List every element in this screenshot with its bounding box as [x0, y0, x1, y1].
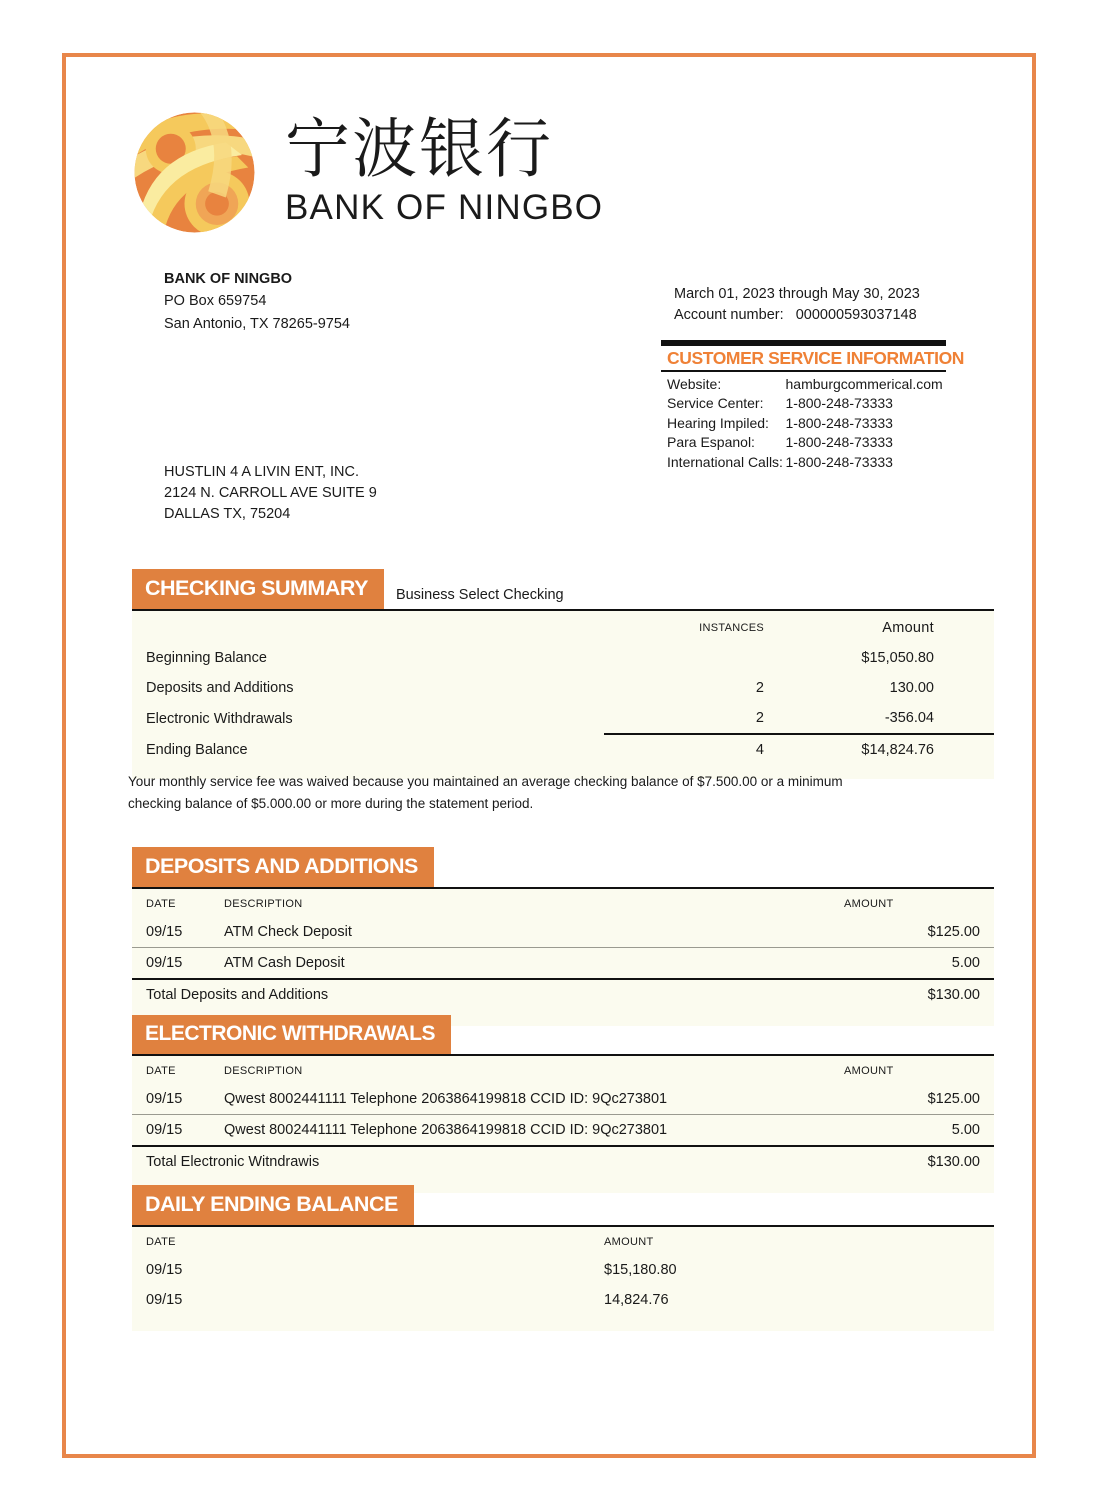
table-row — [132, 734, 994, 765]
table-row — [132, 1084, 994, 1115]
bank-address-name: BANK OF NINGBO — [164, 271, 293, 287]
summary-amount-ending-balance: $14,824.76 — [804, 734, 994, 765]
withdrawals-title: ELECTRONIC WITHDRAWALS — [132, 1015, 451, 1054]
csi-value-para-espanol: 1-800-248-73333 — [785, 434, 893, 451]
csi-row — [661, 414, 946, 433]
daily-ending-balance-title: DAILY ENDING BALANCE — [132, 1185, 414, 1225]
logo-chinese-name: 宁波银行 — [285, 112, 554, 187]
deposit-description-2: ATM Cash Deposit — [224, 955, 345, 971]
deb-head-row — [132, 1227, 994, 1255]
deposits-total-amount: $130.00 — [844, 979, 994, 1010]
withdrawal-date-2: 09/15 — [146, 1122, 183, 1138]
deposits-header — [132, 847, 994, 889]
table-row — [132, 1285, 994, 1315]
withdrawal-date-1: 09/15 — [132, 1084, 224, 1115]
csi-value-service-center: 1-800-248-73333 — [785, 395, 893, 412]
daily-ending-balance-section — [132, 1185, 994, 1331]
daily-ending-balance-header — [132, 1185, 994, 1227]
withdrawal-amount-1: $125.00 — [844, 1084, 994, 1115]
deb-amount-1: $15,180.80 — [604, 1262, 677, 1278]
table-row — [132, 673, 994, 703]
csi-label-para-espanol: Para Espanol: — [667, 434, 755, 451]
checking-summary-head-blank — [132, 611, 604, 643]
withdrawals-head-row — [132, 1056, 994, 1084]
summary-label-deposits-additions: Deposits and Additions — [146, 680, 294, 696]
summary-amount-beginning-balance: $15,050.80 — [861, 650, 934, 666]
csi-row — [661, 375, 946, 394]
table-row — [132, 703, 994, 734]
table-row — [132, 1255, 994, 1285]
deb-date-2: 09/15 — [146, 1292, 183, 1308]
account-number-value: 000000593037148 — [795, 306, 917, 323]
withdrawals-total-label: Total Electronic Witndrawis — [132, 1146, 844, 1177]
statement-period-block — [674, 284, 920, 325]
table-spacer — [132, 1315, 994, 1331]
withdrawal-description-2: Qwest 8002441111 Telephone 2063864199818 CCID ID: 9Qc273801 — [224, 1122, 668, 1138]
deposits-table — [132, 889, 994, 1026]
table-row — [132, 948, 994, 980]
csi-mid-rule — [661, 370, 946, 372]
deb-head-date: DATE — [146, 1236, 176, 1248]
csi-row — [661, 433, 946, 452]
summary-instances-deposits-additions: 2 — [755, 680, 764, 696]
csi-row — [661, 453, 946, 472]
withdrawal-amount-2: 5.00 — [951, 1122, 980, 1138]
bank-logo-icon — [132, 110, 257, 235]
summary-label-ending-balance: Ending Balance — [146, 741, 248, 758]
withdrawal-description-1: Qwest 8002441111 Telephone 2063864199818 CCID ID: 9Qc273801 — [224, 1084, 844, 1115]
statement-period: March 01, 2023 through May 30, 2023 — [674, 286, 920, 302]
deposits-total-row — [132, 979, 994, 1010]
deb-date-1: 09/15 — [146, 1262, 183, 1278]
withdrawals-section — [132, 1015, 994, 1193]
deposits-title: DEPOSITS AND ADDITIONS — [132, 847, 434, 887]
csi-value-international-calls: 1-800-248-73333 — [785, 453, 893, 470]
summary-amount-electronic-withdrawals: -356.04 — [884, 710, 934, 726]
summary-instances-electronic-withdrawals: 2 — [755, 710, 764, 726]
bank-address — [164, 268, 350, 335]
withdrawals-head-description: DESCRIPTION — [224, 1065, 303, 1077]
withdrawals-head-amount: AMOUNT — [844, 1065, 894, 1077]
table-row — [132, 917, 994, 948]
withdrawals-total-row — [132, 1146, 994, 1177]
deposit-description-1: ATM Check Deposit — [224, 917, 844, 948]
customer-address-line1: HUSTLIN 4 A LIVIN ENT, INC. — [164, 464, 359, 480]
deposits-head-amount: AMOUNT — [844, 898, 894, 910]
checking-summary-table — [132, 611, 994, 779]
statement-page — [62, 53, 1036, 1458]
csi-row — [661, 394, 946, 413]
service-fee-note: Your monthly service fee was waived because you maintained an average checking balance of $7.500.00 or a minimum checking balance of $5.000.00 or more during the statement period. — [128, 774, 843, 812]
summary-amount-deposits-additions: 130.00 — [889, 680, 934, 696]
table-row — [132, 1115, 994, 1147]
checking-summary-title: CHECKING SUMMARY — [132, 569, 384, 609]
checking-summary-head-amount: Amount — [882, 620, 934, 636]
customer-address-line3: DALLAS TX, 75204 — [164, 506, 291, 523]
logo-english-name: BANK OF NINGBO — [285, 188, 604, 227]
csi-label-international-calls: International Calls: — [667, 453, 783, 470]
withdrawals-head-date: DATE — [146, 1065, 176, 1077]
csi-label-website: Website: — [667, 376, 722, 392]
csi-label-hearing-impiled: Hearing Impiled: — [667, 414, 769, 431]
checking-summary-section — [132, 569, 994, 779]
csi-table — [661, 375, 946, 472]
csi-title: CUSTOMER SERVICE INFORMATION — [667, 348, 965, 368]
deposits-head-description: DESCRIPTION — [224, 898, 303, 910]
deposit-amount-1: $125.00 — [844, 917, 994, 948]
csi-label-service-center: Service Center: — [667, 395, 764, 412]
summary-label-beginning-balance: Beginning Balance — [146, 650, 267, 666]
checking-summary-head-instances: INSTANCES — [699, 622, 764, 634]
deb-head-amount: AMOUNT — [604, 1236, 654, 1248]
account-number-line — [674, 305, 920, 326]
withdrawals-total-amount: $130.00 — [844, 1146, 994, 1177]
bank-address-line2: San Antonio, TX 78265-9754 — [164, 315, 350, 332]
bank-logo — [132, 110, 603, 235]
customer-address-line2: 2124 N. CARROLL AVE SUITE 9 — [164, 485, 377, 502]
daily-ending-balance-table — [132, 1227, 994, 1331]
checking-summary-header — [132, 569, 994, 611]
summary-instances-beginning-balance — [604, 643, 804, 673]
checking-summary-head-row — [132, 611, 994, 643]
withdrawals-header — [132, 1015, 994, 1056]
customer-address — [164, 462, 377, 525]
deb-amount-2: 14,824.76 — [604, 1292, 669, 1308]
account-number-label: Account number: — [674, 306, 784, 323]
deposit-date-1: 09/15 — [132, 917, 224, 948]
table-row — [132, 643, 994, 673]
deposits-section — [132, 847, 994, 1026]
csi-value-hearing-impiled: 1-800-248-73333 — [785, 414, 893, 431]
summary-instances-ending-balance: 4 — [604, 734, 804, 765]
deposit-date-2: 09/15 — [146, 955, 183, 971]
deposit-amount-2: 5.00 — [951, 955, 980, 971]
deposits-total-label: Total Deposits and Additions — [132, 979, 844, 1010]
csi-value-website[interactable]: hamburgcommerical.com — [785, 376, 943, 392]
checking-summary-subtitle: Business Select Checking — [395, 587, 564, 603]
summary-label-electronic-withdrawals: Electronic Withdrawals — [146, 710, 293, 727]
deposits-head-date: DATE — [146, 898, 176, 910]
deposits-head-row — [132, 889, 994, 917]
customer-service-information — [661, 340, 965, 472]
withdrawals-table — [132, 1056, 994, 1193]
bank-address-line1: PO Box 659754 — [164, 293, 267, 310]
